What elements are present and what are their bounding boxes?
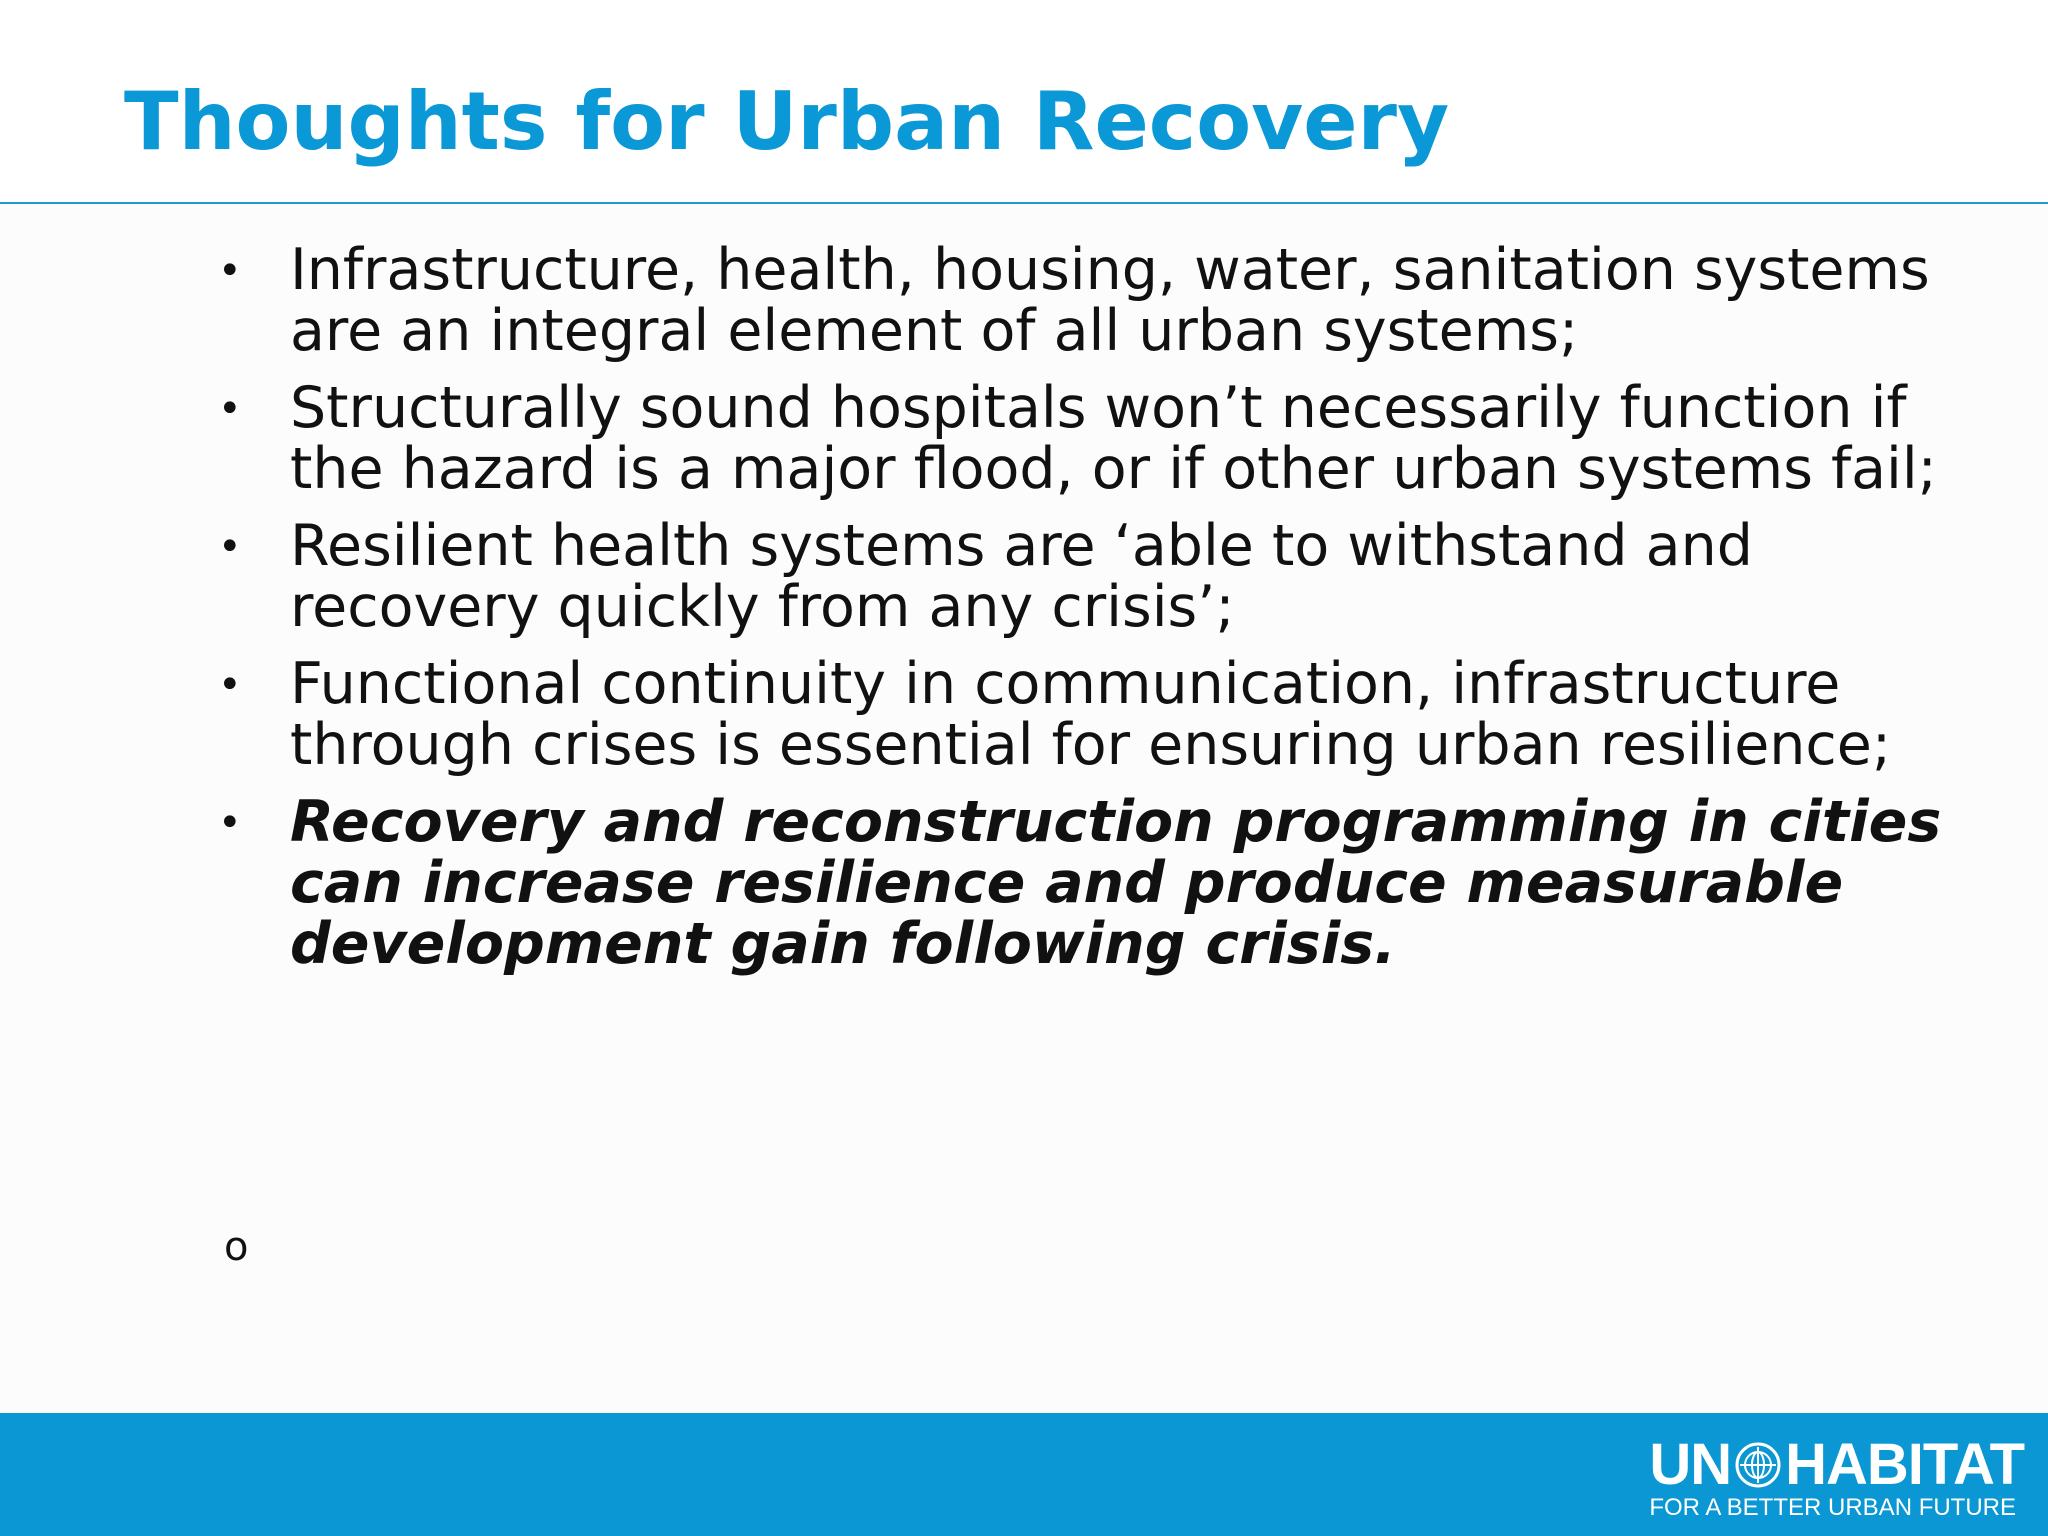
bullet-marker: •: [218, 524, 242, 570]
logo-tagline: FOR A BETTER URBAN FUTURE: [1649, 1494, 2017, 1521]
footer-band: [0, 1413, 2048, 1536]
bullet-item: [218, 375, 2008, 502]
sub-bullet-marker: o: [224, 1224, 249, 1270]
bullet-text: Infrastructure, health, housing, water, sanitation systems are an integral element of all urban systems;: [290, 237, 1930, 364]
bullet-item: [218, 651, 2008, 778]
bullet-list: [218, 237, 2008, 991]
bullet-marker: •: [218, 800, 242, 846]
bullet-text-emphasis: Recovery and reconstruction programming in cities can increase resilience and produce measurable development gain following crisis.: [290, 789, 1942, 977]
logo-text-right: HABITAT: [1785, 1432, 2024, 1497]
bullet-item-emphasis: [218, 789, 2008, 977]
slide-title: Thoughts for Urban Recovery: [124, 75, 1450, 168]
logo-text-left: UN: [1649, 1432, 1732, 1497]
bullet-marker: •: [218, 662, 242, 708]
bullet-item: [218, 513, 2008, 640]
bullet-marker: •: [218, 248, 242, 294]
bullet-text: Resilient health systems are ‘able to withstand and recovery quickly from any crisis’;: [290, 513, 1753, 640]
bullet-text: Functional continuity in communication, infrastructure through crises is essential for ensuring urban resilience;: [290, 651, 1892, 778]
bullet-marker: •: [218, 386, 242, 432]
logo-wordmark: [1649, 1432, 2024, 1497]
un-habitat-logo: [1649, 1432, 2024, 1523]
bullet-item: [218, 237, 2008, 364]
bullet-text: Structurally sound hospitals won’t necessarily function if the hazard is a major flood, or if other urban systems fail;: [290, 375, 1937, 502]
slide-header: [0, 0, 2048, 204]
un-emblem-icon: [1734, 1441, 1782, 1489]
